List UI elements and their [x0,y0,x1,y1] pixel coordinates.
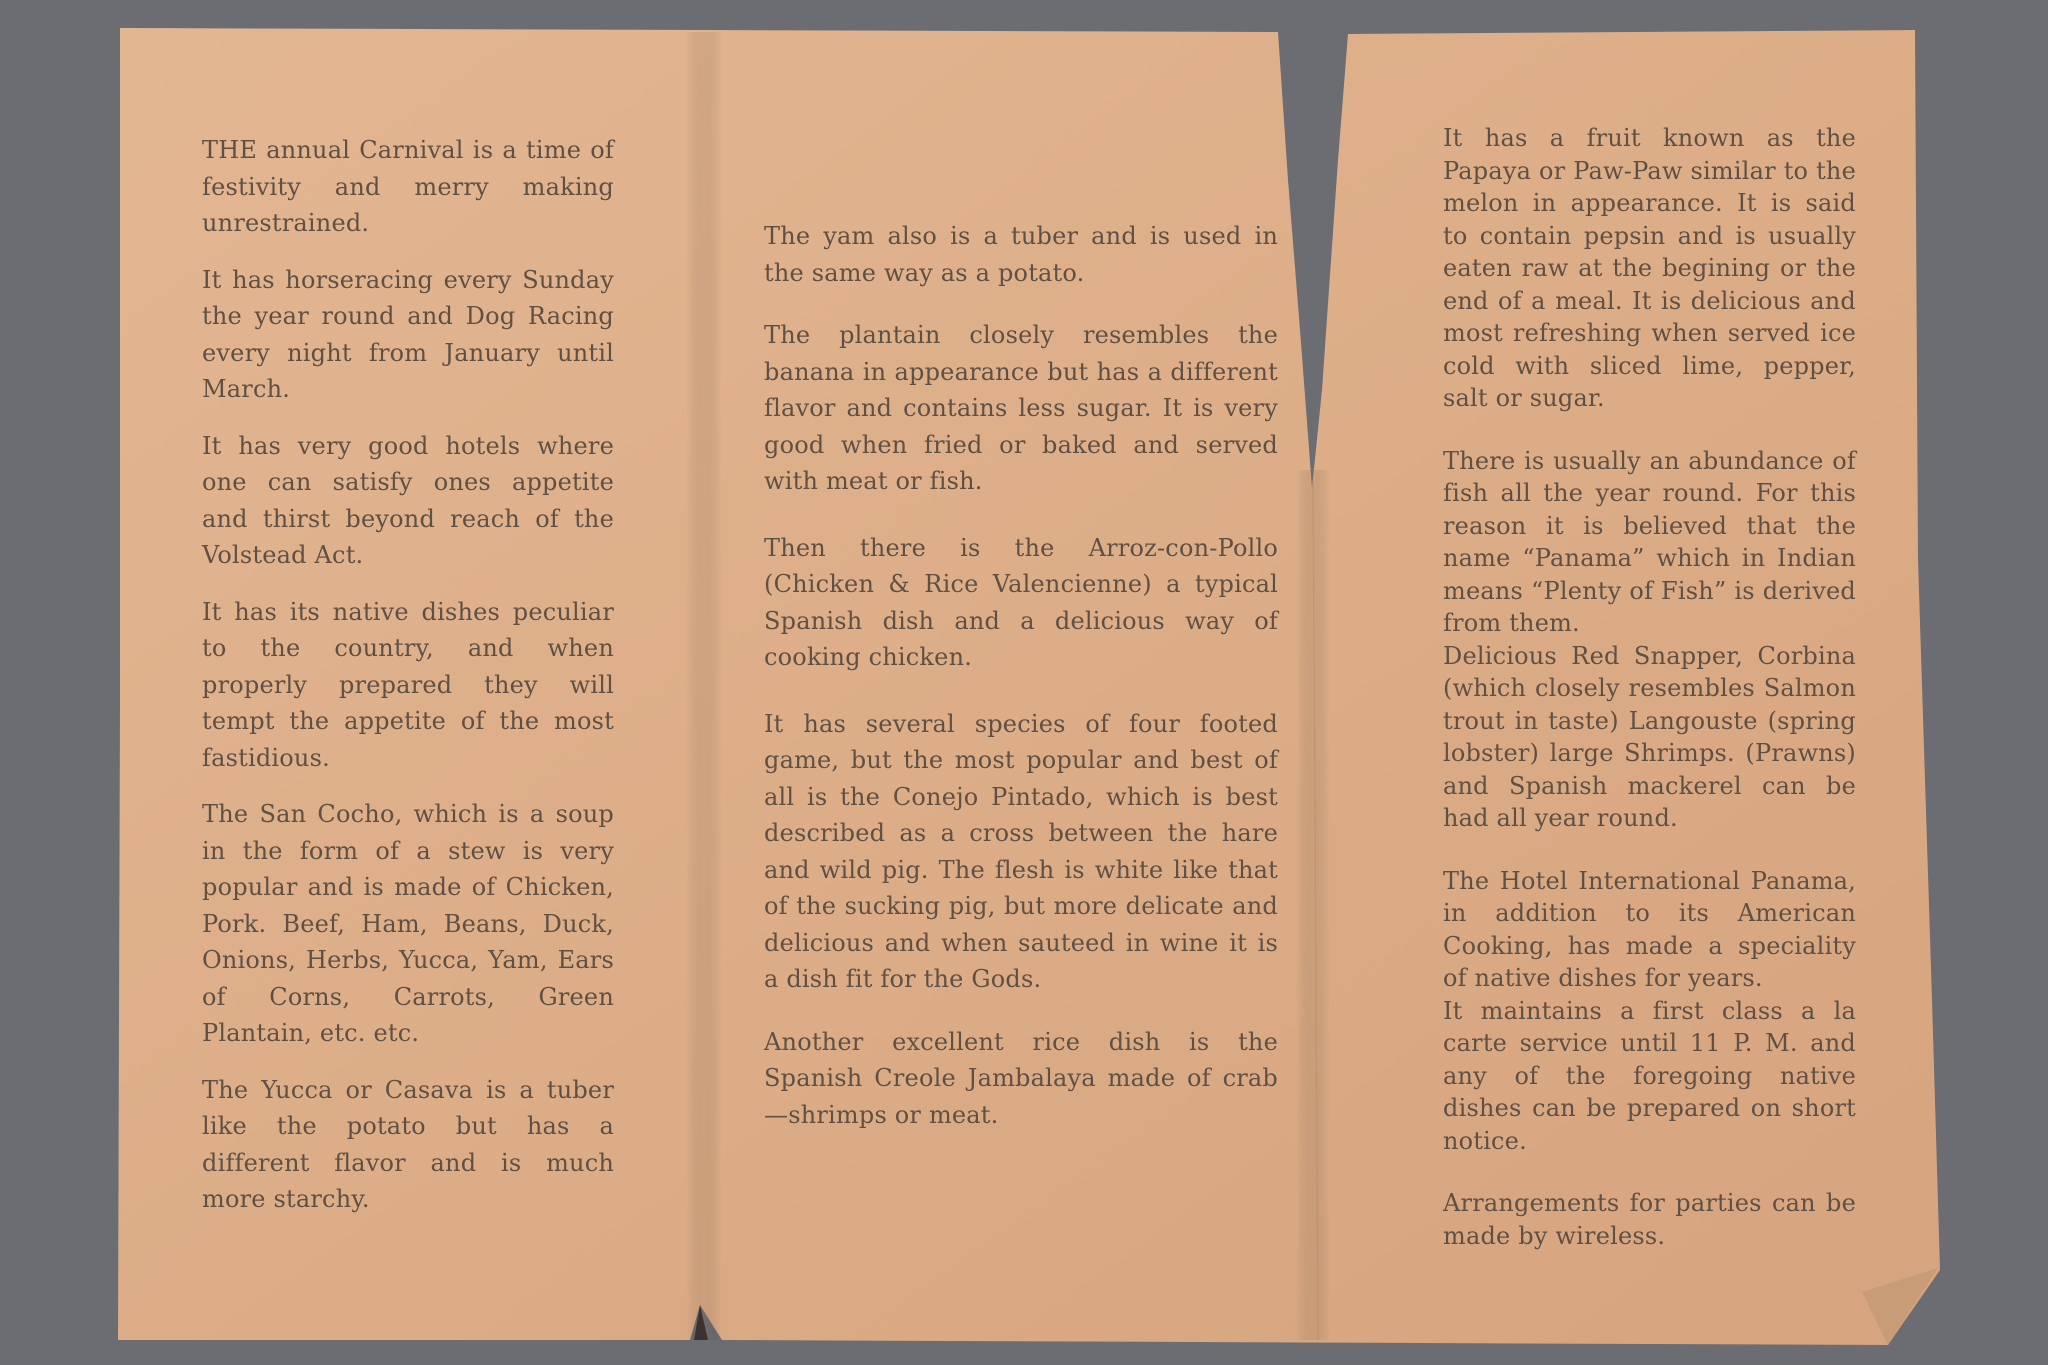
left-paragraph: The Yucca or Casava is a tuber like the potato but has a different flavor and is much more starchy. [202,1075,614,1213]
middle-paragraph: It has several species of four footed game, but the most popular and best of all is the Conejo Pintado, which is best described as a cross between the hare and wild pig. The flesh is white like that of the sucking pig, but more delicate and delicious and when sauteed in wine it is a dish fit for the Gods. [764,709,1278,993]
right-paragraph: Arrangements for parties can be made by wireless. [1443,1189,1856,1250]
middle-paragraph: Then there is the Arroz-con-Pollo (Chicken & Rice Valencienne) a typical Spanish dish and a delicious way of cooking chicken. [764,533,1278,671]
right-paragraph: It maintains a first class a la carte service until 11 P. M. and any of the foregoing native dishes can be prepared on short notice. [1443,996,1856,1155]
middle-paragraph: Another excellent rice dish is the Spanish Creole Jambalaya made of crab—shrimps or meat. [764,1027,1278,1129]
right-paragraph: It has a fruit known as the Papaya or Paw-Paw similar to the melon in appearance. It is said to contain pepsin and is usually eaten raw at the begining or the end of a meal. It is delicious and most refreshing when served ice cold with sliced lime, pepper, salt or sugar. [1443,124,1856,412]
fold-line-left [686,32,722,1340]
left-paragraph: It has very good hotels where one can satisfy ones appetite and thirst beyond reach of the Volstead Act. [202,431,614,569]
middle-paragraph: The plantain closely resembles the banana in appearance but has a different flavor and contains less sugar. It is very good when fried or baked and served with meat or fish. [764,321,1278,495]
left-column [202,132,614,1238]
left-paragraph: It has horseracing every Sunday the year round and Dog Racing every night from January until March. [202,265,614,403]
right-paragraph: The Hotel International Panama, in addition to its American Cooking, has made a speciality of native dishes for years. [1443,866,1856,992]
left-paragraph: THE annual Carnival is a time of festivity and merry making unrestrained. [202,136,614,237]
left-paragraph: It has its native dishes peculiar to the country, and when properly prepared they will tempt the appetite of the most fastidious. [202,597,614,772]
left-paragraph: The San Cocho, which is a soup in the form of a stew is very popular and is made of Chicken, Pork. Beef, Ham, Beans, Duck, Onions, Herbs, Yucca, Yam, Ears of Corns, Carrots, Green Plantain, etc. etc. [202,800,614,1047]
right-paragraph: There is usually an abundance of fish all the year round. For this reason it is believed that the name “Panama” which in Indian means “Plenty of Fish” is derived from them. [1443,446,1856,637]
right-column [1443,122,1856,1282]
right-paragraph: Delicious Red Snapper, Corbina (which closely resembles Salmon trout in taste) Langouste (spring lobster) large Shrimps. (Prawns) and Spanish mackerel can be had all year round. [1443,641,1856,832]
middle-paragraph: The yam also is a tuber and is used in the same way as a potato. [764,222,1278,287]
middle-column [764,218,1278,1159]
